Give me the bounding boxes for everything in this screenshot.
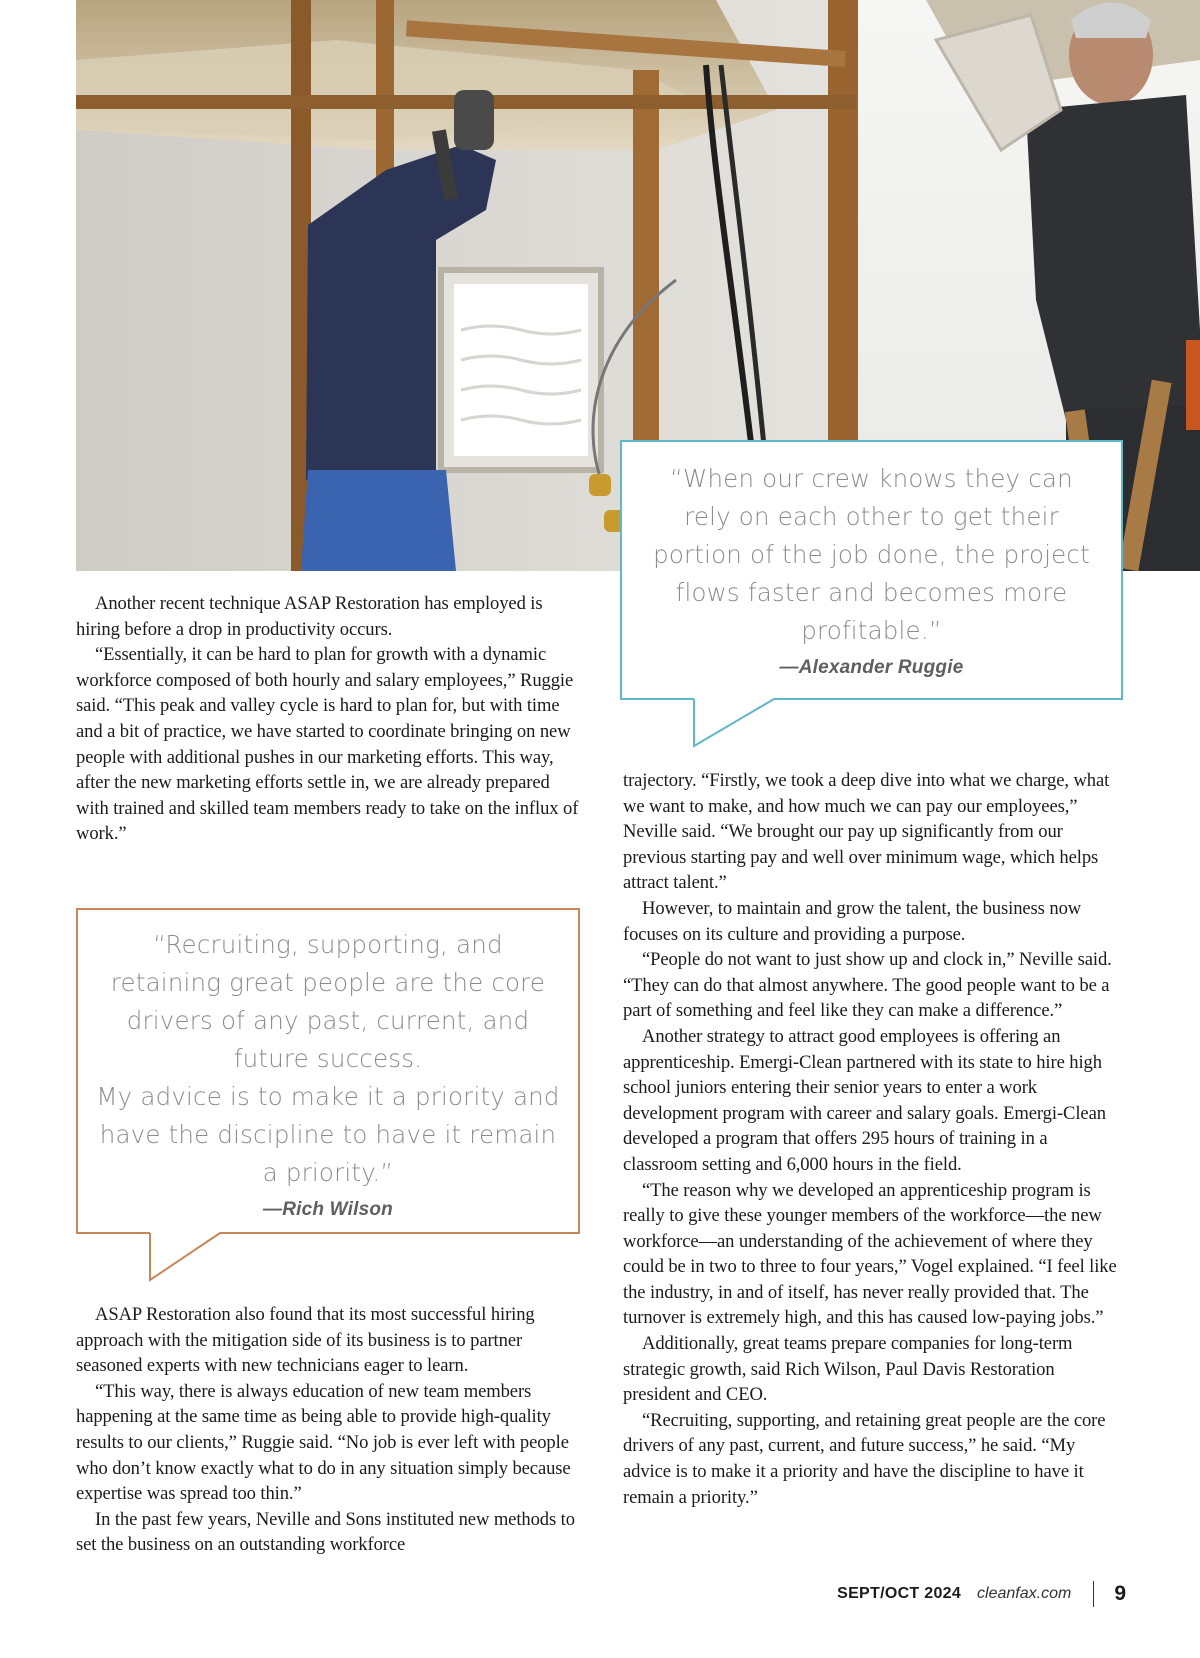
paragraph: Another strategy to attract good employees is offering an apprenticeship. Emergi-Clean partnered with its state to hire high school juniors entering their senior years to enter a work development program with career and salary goals. Emergi-Clean developed a program that offers 295 hours of training in a classroom setting and 6,000 hours in the field. bbox=[623, 1025, 1106, 1175]
paragraph: Another recent technique ASAP Restoration has employed is hiring before a drop in productivity occurs. bbox=[76, 593, 543, 640]
paragraph: ASAP Restoration also found that its most successful hiring approach with the mitigation side of its business is to partner seasoned experts with new technicians eager to learn. bbox=[76, 1304, 535, 1377]
issue-date: SEPT/OCT 2024 bbox=[837, 1585, 962, 1602]
paragraph: “The reason why we developed an apprenticeship program is really to give these younger members of the workforce—the new workforce—an understanding of the achievement of where they could be in two to three to four years,” Vogel explained. “I feel like the industry, in and of itself, has never really provided that. The turnover is extremely high, and this has caused low-paying jobs.” bbox=[623, 1179, 1117, 1329]
paragraph: trajectory. “Firstly, we took a deep dive into what we charge, what we want to make, and how much we can pay our employees,” Neville said. “We brought our pay up significantly from our previous starting pay and well over minimum wage, which helps attract talent.” bbox=[623, 770, 1110, 894]
left-column-top bbox=[76, 591, 586, 847]
paragraph: “People do not want to just show up and clock in,” Neville said. “They can do that almost anywhere. The good people want to be a part of something and feel like they can make a difference.” bbox=[623, 949, 1112, 1022]
speech-tail-icon bbox=[684, 698, 784, 750]
pull-quote-attribution: —Alexander Ruggie bbox=[779, 657, 964, 678]
pull-quote-text: My advice is to make it a priority and have the discipline to have it remain a priority.” bbox=[96, 1082, 560, 1187]
paragraph: Additionally, great teams prepare companies for long-term strategic growth, said Rich Wilson, Paul Davis Restoration president and CEO. bbox=[623, 1333, 1073, 1406]
speech-tail-icon bbox=[140, 1232, 230, 1284]
left-column-bottom bbox=[76, 1302, 586, 1558]
page-number: 9 bbox=[1114, 1582, 1126, 1605]
pull-quote-text: “When our crew knows they can rely on each other to get their portion of the job done, the project flows faster and becomes more profitable.” bbox=[653, 464, 1090, 645]
footer-divider bbox=[1093, 1581, 1094, 1607]
page-footer bbox=[837, 1581, 1126, 1607]
pull-quote-text: “Recruiting, supporting, and retaining great people are the core drivers of any past, current, and future success. bbox=[110, 930, 546, 1073]
paragraph: In the past few years, Neville and Sons instituted new methods to set the business on an outstanding workforce bbox=[76, 1508, 575, 1556]
website-link[interactable]: cleanfax.com bbox=[977, 1585, 1072, 1602]
paragraph: “Essentially, it can be hard to plan for growth with a dynamic workforce composed of both hourly and salary employees,” Ruggie said. “This peak and valley cycle is hard to plan for, but with time and a bit of practice, we have started to coordinate bringing on new people with additional pushes in our marketing efforts. This way, after the new marketing efforts settle in, we are already prepared with trained and skilled team members ready to take on the influx of work.” bbox=[76, 644, 579, 845]
paragraph: “This way, there is always education of new team members happening at the same time as being able to provide high-quality results to our clients,” Ruggie said. “No job is ever left with people who don’t know exactly what to do in any situation simply because expertise was spread too thin.” bbox=[76, 1380, 571, 1505]
pull-quote-ruggie bbox=[620, 440, 1123, 700]
paragraph: “Recruiting, supporting, and retaining great people are the core drivers of any past, current, and future success,” he said. “My advice is to make it a priority and have the discipline to have it remain a priority.” bbox=[623, 1409, 1106, 1508]
paragraph: However, to maintain and grow the talent, the business now focuses on its culture and providing a purpose. bbox=[623, 897, 1082, 945]
pull-quote-wilson bbox=[76, 908, 580, 1234]
pull-quote-attribution: —Rich Wilson bbox=[263, 1199, 393, 1220]
right-column bbox=[623, 768, 1126, 1510]
